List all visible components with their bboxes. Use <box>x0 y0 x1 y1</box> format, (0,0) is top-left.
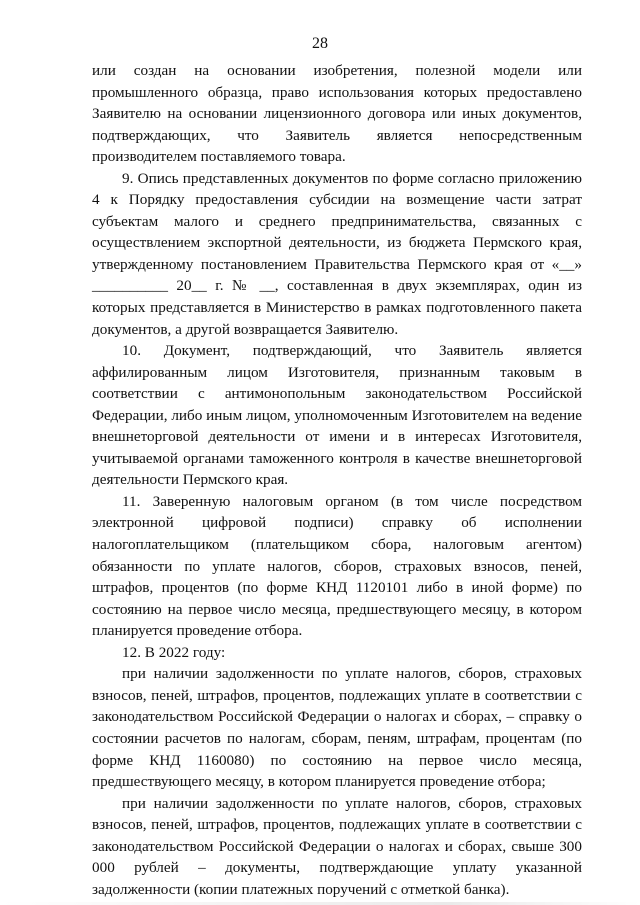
paragraph-item-12: 12. В 2022 году: <box>122 643 226 661</box>
page-number: 28 <box>312 35 328 52</box>
paragraph-item-12-sub-1: при наличии задолженности по уплате налогов, сборов, страховых взносов, пеней, штрафов, процентов, подлежащих уплате в соответствии с законодательством Российской Федерации о налогах и сборах, – справку о состоянии расчетов по налогам, сборам, пеням, штрафам, процентам (по форме КНД 1160080) по состоянию на первое число месяца, предшествующего месяцу, в котором планируется проведение отбора; <box>92 665 582 791</box>
paragraph-item-10: 10. Документ, подтверждающий, что Заявитель является аффилированным лицом Изготовителя, признанным таковым в соответствии с антимонопольным законодательством Российской Федерации, либо иным лицом, уполномоченным Изготовителем на ведение внешнеторговой деятельности от имени и в интересах Изготовителя, учитываемой органами таможенного контроля в качестве внешнеторговой деятельности Пермского края. <box>92 342 582 489</box>
paragraph-item-11: 11. Заверенную налоговым органом (в том числе посредством электронной цифровой подписи) справку об исполнении налогоплательщиком (плательщиком сбора, налоговым агентом) обязанности по уплате налогов, сборов, страховых взносов, пеней, штрафов, процентов (по форме КНД 1120101 либо в иной форме) по состоянию на первое число месяца, предшествующего месяцу, в котором планируется проведение отбора. <box>92 492 582 640</box>
paragraph-item-12-sub-2: при наличии задолженности по уплате налогов, сборов, страховых взносов, пеней, штрафов, процентов, подлежащих уплате в соответствии с законодательством Российской Федерации о налогах и сборах, свыше 300 000 рублей – документы, подтверждающие уплату указанной задолженности (копии платежных поручений с отметкой банка). <box>92 794 582 898</box>
paragraph-item-9: 9. Опись представленных документов по форме согласно приложению 4 к Порядку предоставления субсидии на возмещение части затрат субъектам малого и среднего предпринимательства, связанных с осуществлением экспортной деятельности, из бюджета Пермского края, утвержденному постановлением Правительства Пермского края от «__» __________ 20__ г. № __, составленная в двух экземплярах, один из которых представляется в Министерство в рамках подготовленного пакета документов, а другой возвращается Заявителю. <box>92 169 582 338</box>
document-body <box>92 60 582 900</box>
paragraph-continuation: или создан на основании изобретения, полезной модели или промышленного образца, право использования которых предоставлено Заявителю на основании лицензионного договора или иных документов, подтверждающих, что Заявитель является непосредственным производителем поставляемого товара. <box>92 62 582 166</box>
